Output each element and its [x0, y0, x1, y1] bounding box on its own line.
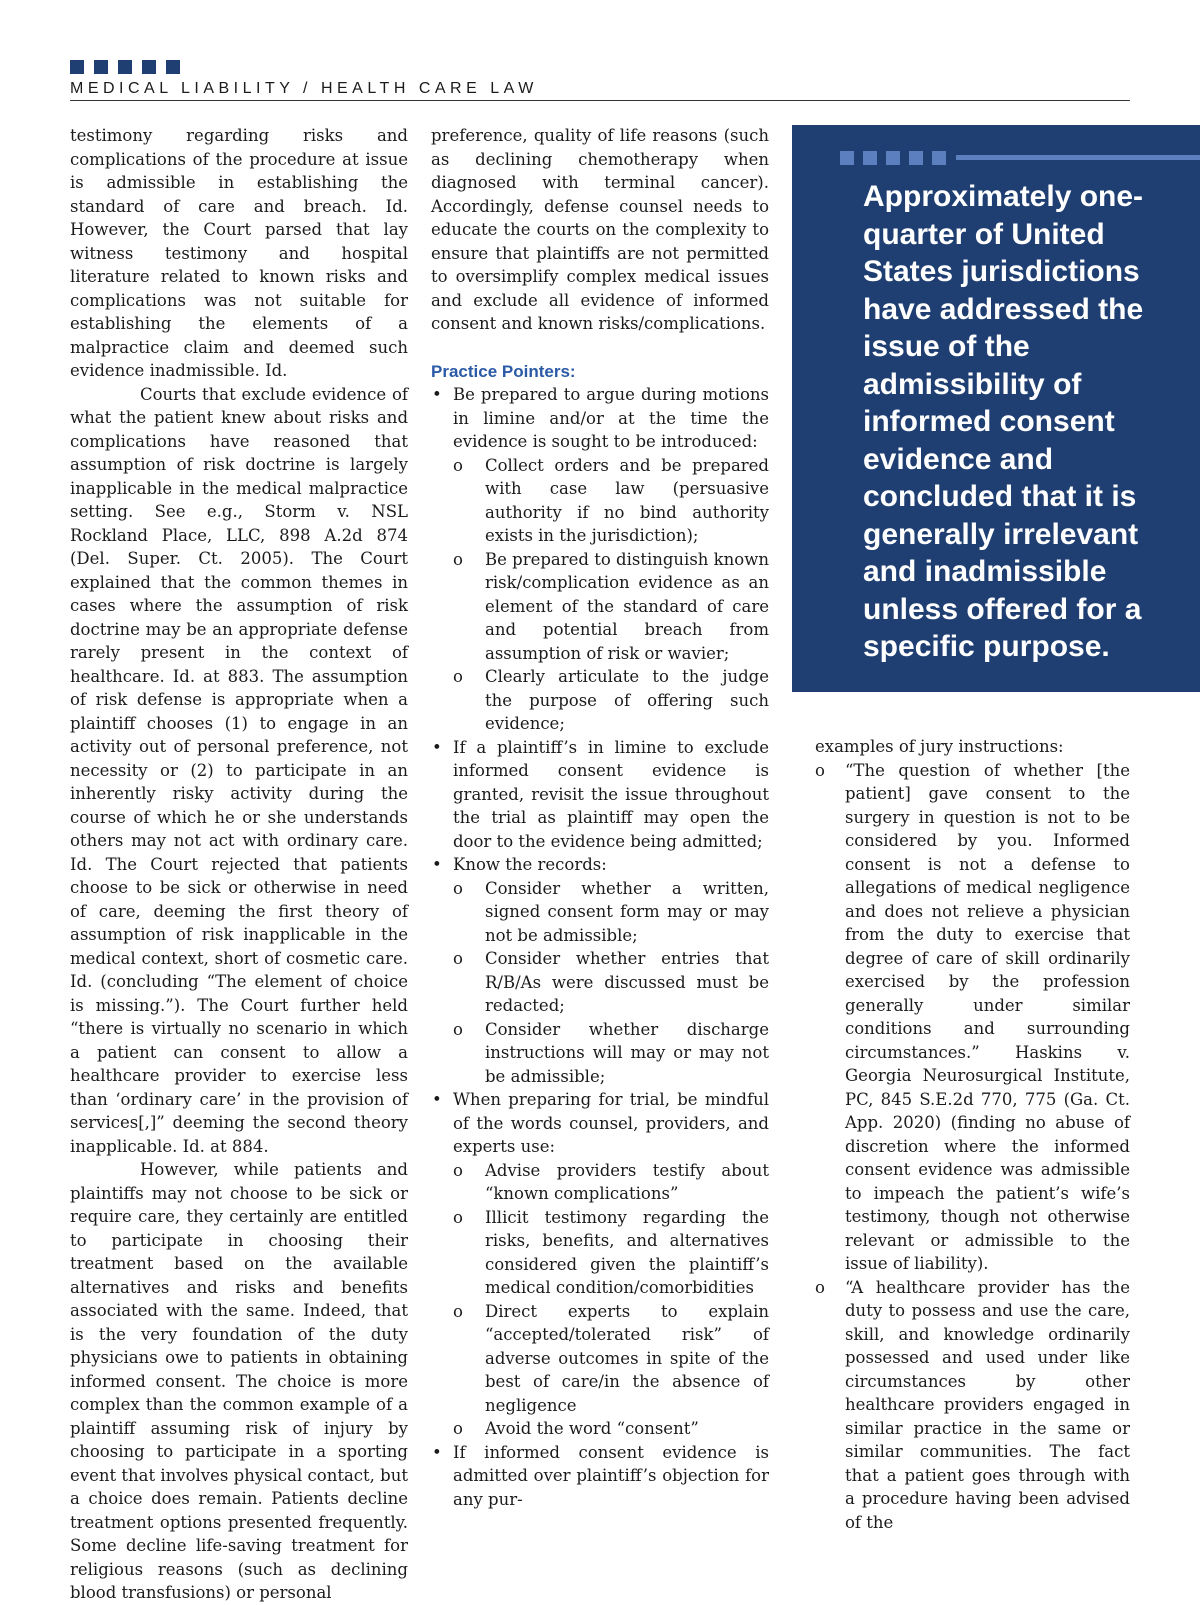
- bullet-item: [431, 1088, 769, 1441]
- header-square-1: [70, 60, 84, 74]
- header-square-3: [118, 60, 132, 74]
- col1-paragraph-2: Courts that exclude evidence of what the patient knew about risks and complications have reasoned that assumption of risk doctrine is largely inapplicable in the medical malpractice setting. See e.g., Storm v. NSL Rockland Place, LLC, 898 A.2d 874 (Del. Super. Ct. 2005). The Court explained that the common themes in cases where the assumption of risk doctrine may be an appropriate defense rarely present in the context of healthcare. Id. at 883. The assumption of risk defense is appropriate when a plaintiff chooses (1) to engage in an activity out of personal preference, not necessity or (2) to participate in an inherently risky activity during the course of which he or she understands others may not act with ordinary care. Id. The Court rejected that patients choose to be sick or otherwise in need of care, deeming the first theory of assumption of risk inapplicable in the medical context, short of cosmetic care. Id. (concluding “The element of choice is missing.”). The Court further held “there is virtually no scenario in which a patient can consent to allow a healthcare provider to exercise less than ‘ordinary care’ in the provision of services[,]” deeming the second theory inapplicable. Id. at 884.: [70, 384, 408, 1156]
- sub-item: o Avoid the word “consent”: [453, 1417, 769, 1441]
- sub-item: o Illicit testimony regarding the risks, benefits, and alternatives considered given the plaintiff’s medical condition/comorbidities: [453, 1206, 769, 1300]
- sub-item: o Clearly articulate to the judge the purpose of offering such evidence;: [453, 665, 769, 736]
- header-rule: [70, 100, 1130, 101]
- bullet-text: If informed consent evidence is admitted over plaintiff’s objection for any pur-: [453, 1442, 769, 1509]
- bullet-item: [431, 736, 769, 854]
- header-square-5: [166, 60, 180, 74]
- col3-intro: examples of jury instructions:: [815, 737, 1064, 756]
- callout-square-2: [863, 151, 877, 165]
- sub-list: [453, 877, 769, 1089]
- col2-paragraph-1: preference, quality of life reasons (such as declining chemotherapy when diagnosed with terminal cancer). Accordingly, defense counsel needs to educate the courts on the complexity to ensure that plaintiffs are not permitted to oversimplify complex medical issues and exclude all evidence of informed consent and known risks/complications.: [431, 126, 769, 333]
- practice-pointers-list: [431, 383, 769, 1511]
- bullet-text: Be prepared to argue during motions in limine and/or at the time the evidence is sought to be introduced:: [453, 385, 769, 451]
- sub-item: o Advise providers testify about “known complications”: [453, 1159, 769, 1206]
- pull-quote-text: Approximately one-quarter of United States jurisdictions have addressed the issue of the admissibility of informed consent evidence and concluded that it is generally irrelevant and inadmissible unless offered for a specific purpose.: [863, 180, 1144, 663]
- sub-item: o Consider whether discharge instructions will may or may not be admissible;: [453, 1018, 769, 1089]
- column-1: [70, 124, 408, 1605]
- callout-rule: [956, 155, 1200, 160]
- col1-paragraph-1: testimony regarding risks and complications of the procedure at issue is admissible in establishing the standard of care and breach. Id. However, the Court parsed that lay witness testimony and hospital literature related to known risks and complications was not suitable for establishing the elements of a malpractice claim and deemed such evidence inadmissible. Id.: [70, 126, 408, 380]
- header-square-4: [142, 60, 156, 74]
- sub-item: o Consider whether entries that R/B/As were discussed must be redacted;: [453, 947, 769, 1018]
- jury-instruction-item: o “A healthcare provider has the duty to possess and use the care, skill, and knowledge ordinarily possessed and used under like circumstances by other healthcare providers engaged in similar practice in the same or similar communities. The fact that a patient goes through with a procedure having been advised of the: [815, 1276, 1130, 1535]
- callout-square-5: [932, 151, 946, 165]
- column-3: [815, 735, 1130, 1534]
- sub-item: o Be prepared to distinguish known risk/complication evidence as an element of the standard of care and potential breach from assumption of risk or wavier;: [453, 548, 769, 666]
- bullet-text: If a plaintiff’s in limine to exclude informed consent evidence is granted, revisit the issue throughout the trial as plaintiff may open the door to the evidence being admitted;: [453, 737, 769, 851]
- section-title: MEDICAL LIABILITY / HEALTH CARE LAW: [70, 80, 538, 97]
- header-square-2: [94, 60, 108, 74]
- sub-item: o Consider whether a written, signed consent form may or may not be admissible;: [453, 877, 769, 948]
- bullet-item: [431, 1441, 769, 1512]
- callout-square-3: [886, 151, 900, 165]
- bullet-text: Know the records:: [453, 855, 607, 874]
- bullet-text: When preparing for trial, be mindful of the words counsel, providers, and experts use:: [453, 1090, 769, 1156]
- callout-square-4: [909, 151, 923, 165]
- col1-paragraph-3: However, while patients and plaintiffs may not choose to be sick or require care, they certainly are entitled to participate in choosing their treatment based on the available alternatives and risks and benefits associated with the same. Indeed, that is the very foundation of the duty physicians owe to patients in obtaining informed consent. The choice is more complex than the common example of a plaintiff assuming risk of injury by choosing to participate in a sporting event that involves physical contact, but a choice does remain. Patients decline treatment options presented frequently. Some decline life-saving treatment for religious reasons (such as declining blood transfusions) or personal: [70, 1160, 408, 1602]
- sub-item: o Collect orders and be prepared with case law (persuasive authority if no bind authority exists in the jurisdiction);: [453, 454, 769, 548]
- jury-instruction-item: o “The question of whether [the patient] gave consent to the surgery in question is not to be considered by you. Informed consent is not a defense to allegations of medical negligence and does not relieve a physician from the duty to exercise that degree of care of skill ordinarily exercised by the profession generally under similar conditions and surrounding circumstances.” Haskins v. Georgia Neurosurgical Institute, PC, 845 S.E.2d 770, 775 (Ga. Ct. App. 2020) (finding no abuse of discretion where the informed consent evidence was admissible to impeach the patient’s wife’s testimony, though not otherwise relevant or admissible to the issue of liability).: [815, 759, 1130, 1276]
- callout-square-1: [840, 151, 854, 165]
- column-2: [431, 124, 769, 1511]
- jury-instructions-list: [815, 759, 1130, 1535]
- bullet-item: [431, 853, 769, 1088]
- sub-list: [453, 1159, 769, 1441]
- bullet-item: [431, 383, 769, 736]
- practice-pointers-heading: Practice Pointers:: [431, 361, 576, 381]
- sub-item: o Direct experts to explain “accepted/tolerated risk” of adverse outcomes in spite of the best of care/in the absence of negligence: [453, 1300, 769, 1418]
- sub-list: [453, 454, 769, 736]
